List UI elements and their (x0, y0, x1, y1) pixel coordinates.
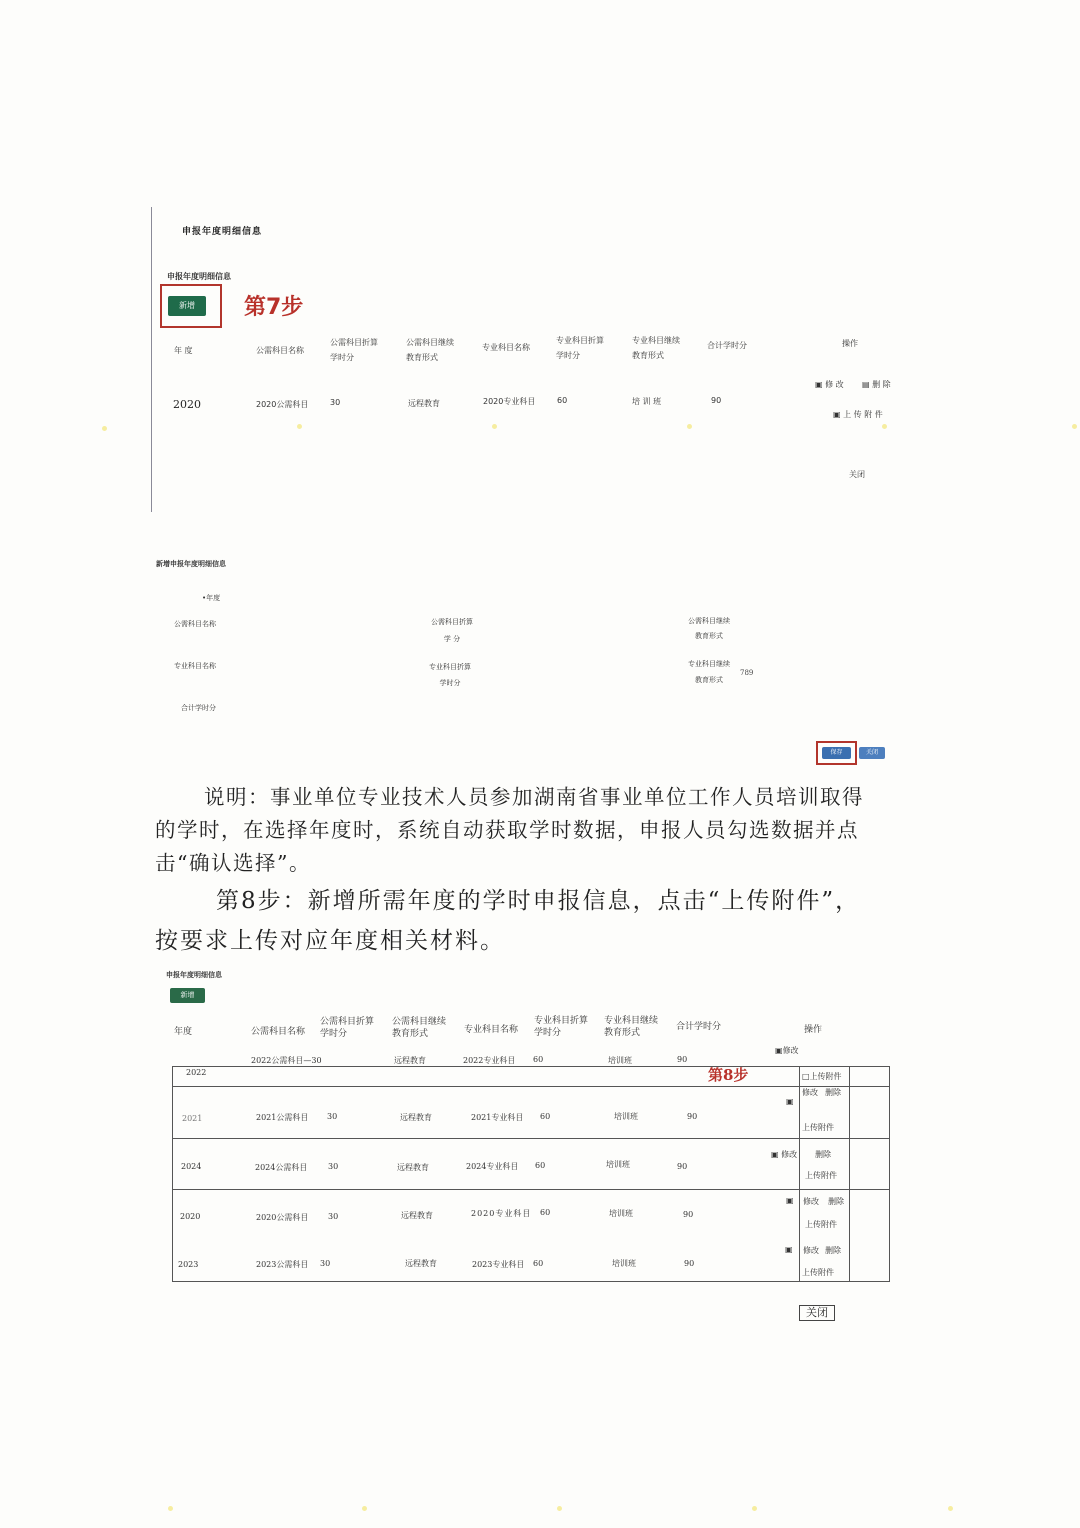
col-public-form-header: 公需科目继续 教育形式 (392, 1017, 447, 1039)
row-year: 2020 (180, 1212, 201, 1221)
table-rule (172, 1086, 890, 1087)
edit-link-label: 修 改 (825, 380, 844, 389)
label-public-hours: 公需科目折算 学 分 (431, 618, 473, 643)
row-pro-hours: 60 (533, 1259, 544, 1268)
op-icon: ▣ (785, 1245, 793, 1254)
close-button[interactable]: 关闭 (859, 747, 885, 759)
row-pro-name: 2020专业科目 (483, 397, 536, 406)
scan-dot (687, 424, 692, 429)
row-pro-form: 培训班 (608, 1056, 632, 1065)
edit-link[interactable]: 修改 (802, 1088, 818, 1097)
row-pro-name: 2021专业科目 (471, 1113, 524, 1122)
edit-link[interactable]: 修改 (803, 1246, 819, 1255)
row-pro-form: 培训班 (612, 1259, 636, 1268)
col-pro-hours-header: 专业科目折算 学时分 (534, 1016, 589, 1038)
delete-link[interactable]: 删除 (815, 1150, 831, 1159)
col-public-hours-header: 公需科目折算 学时分 (330, 338, 378, 362)
close-link[interactable]: 关闭 (849, 470, 865, 479)
row-pro-form: 培训班 (609, 1209, 633, 1218)
row-pro-hours: 60 (557, 396, 568, 405)
upload-link[interactable]: 上传附件 (802, 1268, 834, 1277)
upload-link[interactable] (833, 409, 883, 420)
upload-link-label: 上传附件 (809, 1072, 842, 1081)
upload-link[interactable]: 上传附件 (805, 1171, 837, 1180)
col-public-name-header: 公需科目名称 (256, 346, 304, 355)
upload-link[interactable]: 上传附件 (805, 1220, 837, 1229)
row-total: 90 (683, 1210, 694, 1219)
label-public-name: 公需科目名称 (174, 620, 216, 628)
table-rule (172, 1281, 890, 1282)
table-rule (172, 1066, 890, 1067)
section1-title: 申报年度明细信息 (182, 227, 263, 237)
table-rule (172, 1189, 890, 1190)
row-public-hours: 30 (328, 1212, 339, 1221)
row-pro-form: 培训班 (614, 1112, 638, 1121)
add-button[interactable]: 新增 (170, 988, 205, 1003)
scan-dot (752, 1506, 757, 1511)
row-public-hours: 30 (328, 1162, 339, 1171)
delete-link[interactable]: 删除 (828, 1197, 844, 1206)
upload-link-label: 上 传 附 件 (843, 410, 883, 419)
edit-icon: ▣ (775, 1046, 783, 1055)
row-public-form: 远程教育 (394, 1056, 426, 1065)
row-total: 90 (677, 1162, 688, 1171)
row-public-form: 远程教育 (397, 1163, 429, 1172)
row-pro-hours: 60 (540, 1112, 551, 1121)
row-public-name: 2023公需科目 (256, 1260, 309, 1269)
row-public-form: 远程教育 (405, 1259, 437, 1268)
row-total: 90 (711, 396, 722, 405)
section2-title: 新增申报年度明细信息 (156, 560, 226, 568)
scan-dot (102, 426, 107, 431)
op-icon: ▣ (786, 1097, 794, 1106)
scan-dot (492, 424, 497, 429)
edit-link[interactable] (815, 379, 844, 390)
col-pro-name-header: 专业科目名称 (482, 343, 530, 352)
delete-link-label: 删 除 (872, 380, 891, 389)
row-pro-name: 2020专业科目 (471, 1209, 532, 1218)
scan-dot (557, 1506, 562, 1511)
scan-dot (362, 1506, 367, 1511)
row-pro-hours: 60 (540, 1208, 551, 1217)
section1-subtitle: 申报年度明细信息 (167, 272, 231, 281)
edit-link[interactable]: 修改 (803, 1197, 819, 1206)
scan-dot (168, 1506, 173, 1511)
col-pro-form-header: 专业科目继续 教育形式 (604, 1016, 659, 1038)
add-button[interactable]: 新增 (168, 296, 206, 316)
col-total-header: 合计学时分 (707, 341, 747, 350)
op-icon: ▣ (786, 1196, 794, 1205)
scan-dot (882, 424, 887, 429)
table-rule (172, 1066, 173, 1282)
row-year: 2022 (186, 1068, 207, 1077)
label-pro-hours: 专业科目折算 学时分 (429, 663, 471, 687)
scan-dot (1072, 424, 1077, 429)
row-pro-name: 2022专业科目 (463, 1056, 516, 1065)
row-public-name: 2020公需科目 (256, 400, 309, 409)
close-button[interactable]: 关闭 (799, 1305, 835, 1321)
label-pro-form: 专业科目继续 教育形式 (688, 660, 730, 684)
row-pro-name: 2023专业科目 (472, 1260, 525, 1269)
upload-link[interactable] (802, 1071, 842, 1082)
upload-icon: □ (802, 1072, 810, 1081)
upload-icon: ▣ (833, 410, 844, 419)
label-pro-name: 专业科目名称 (174, 662, 216, 670)
para1-line2: 的学时，在选择年度时，系统自动获取学时数据，申报人员勾选数据并点 (155, 818, 859, 842)
para1-line3: 击“确认选择”。 (155, 851, 311, 875)
save-button[interactable]: 保存 (822, 747, 851, 759)
section3-title: 申报年度明细信息 (166, 971, 222, 979)
row-year: 2024 (181, 1162, 202, 1171)
table-rule (889, 1066, 890, 1282)
step7-label: 第7步 (244, 295, 304, 320)
row-public-hours: 30 (327, 1112, 338, 1121)
row-public-form: 远程教育 (400, 1113, 432, 1122)
row-year: 2020 (173, 398, 201, 411)
label-public-form: 公需科目继续 教育形式 (688, 617, 730, 640)
para2-line2: 按要求上传对应年度相关材料。 (155, 928, 505, 954)
para1-line1: 说明：事业单位专业技术人员参加湖南省事业单位工作人员培训取得 (204, 785, 864, 809)
edit-icon: ▣ (815, 380, 826, 389)
row-total: 90 (684, 1259, 695, 1268)
row-year: 2023 (178, 1260, 199, 1269)
col-pro-form-header: 专业科目继续 教育形式 (632, 336, 680, 360)
scan-dot (297, 424, 302, 429)
edit-link-label: 修改 (781, 1150, 798, 1159)
col-year-header: 年度 (174, 1027, 193, 1037)
row-public-form: 远程教育 (408, 399, 440, 408)
table-rule (172, 1138, 890, 1139)
delete-icon: ▤ (862, 380, 873, 389)
row-public-name: 2020公需科目 (256, 1213, 309, 1222)
label-year: •年度 (202, 594, 221, 602)
para2-line1: 第8步：新增所需年度的学时申报信息，点击“上传附件”， (216, 888, 861, 914)
table-rule (799, 1066, 800, 1282)
pro-form-input[interactable]: 789 (740, 669, 754, 677)
upload-link[interactable]: 上传附件 (802, 1123, 834, 1132)
row-year: 2021 (182, 1114, 203, 1123)
delete-link[interactable]: 删除 (825, 1088, 841, 1097)
row-public-name: 2022公需科目—30 (251, 1056, 322, 1065)
row-public-hours: 30 (330, 398, 341, 407)
row-pro-form: 培训班 (606, 1160, 630, 1169)
delete-link[interactable]: 删除 (825, 1246, 841, 1255)
panel-border (151, 207, 152, 512)
row-pro-hours: 60 (533, 1055, 544, 1064)
scan-dot (948, 1506, 953, 1511)
col-public-name-header: 公需科目名称 (251, 1027, 306, 1037)
row-pro-name: 2024专业科目 (466, 1162, 519, 1171)
row-total: 90 (677, 1055, 688, 1064)
table-rule (849, 1066, 850, 1282)
delete-link[interactable] (862, 379, 891, 390)
col-pro-name-header: 专业科目名称 (464, 1025, 519, 1035)
col-op-header: 操作 (842, 339, 858, 348)
row-total: 90 (687, 1112, 698, 1121)
row-public-form: 远程教育 (401, 1211, 433, 1220)
col-total-header: 合计学时分 (676, 1022, 722, 1032)
col-public-hours-header: 公需科目折算 学时分 (320, 1017, 375, 1039)
label-total: 合计学时分 (181, 704, 216, 712)
step8-label: 第8步 (708, 1066, 749, 1084)
edit-icon: ▣ (771, 1150, 782, 1159)
row-pro-form: 培 训 班 (632, 397, 662, 406)
row-pro-hours: 60 (535, 1161, 546, 1170)
col-public-form-header: 公需科目继续 教育形式 (406, 338, 454, 362)
row-public-name: 2024公需科目 (255, 1163, 308, 1172)
col-pro-hours-header: 专业科目折算 学时分 (556, 336, 604, 360)
row-public-name: 2021公需科目 (256, 1113, 309, 1122)
edit-link-label: 修改 (782, 1046, 799, 1055)
row-public-hours: 30 (320, 1259, 331, 1268)
col-op-header: 操作 (804, 1025, 823, 1035)
edit-link[interactable] (775, 1045, 799, 1056)
col-year-header: 年 度 (174, 346, 193, 355)
edit-link[interactable] (771, 1149, 797, 1160)
